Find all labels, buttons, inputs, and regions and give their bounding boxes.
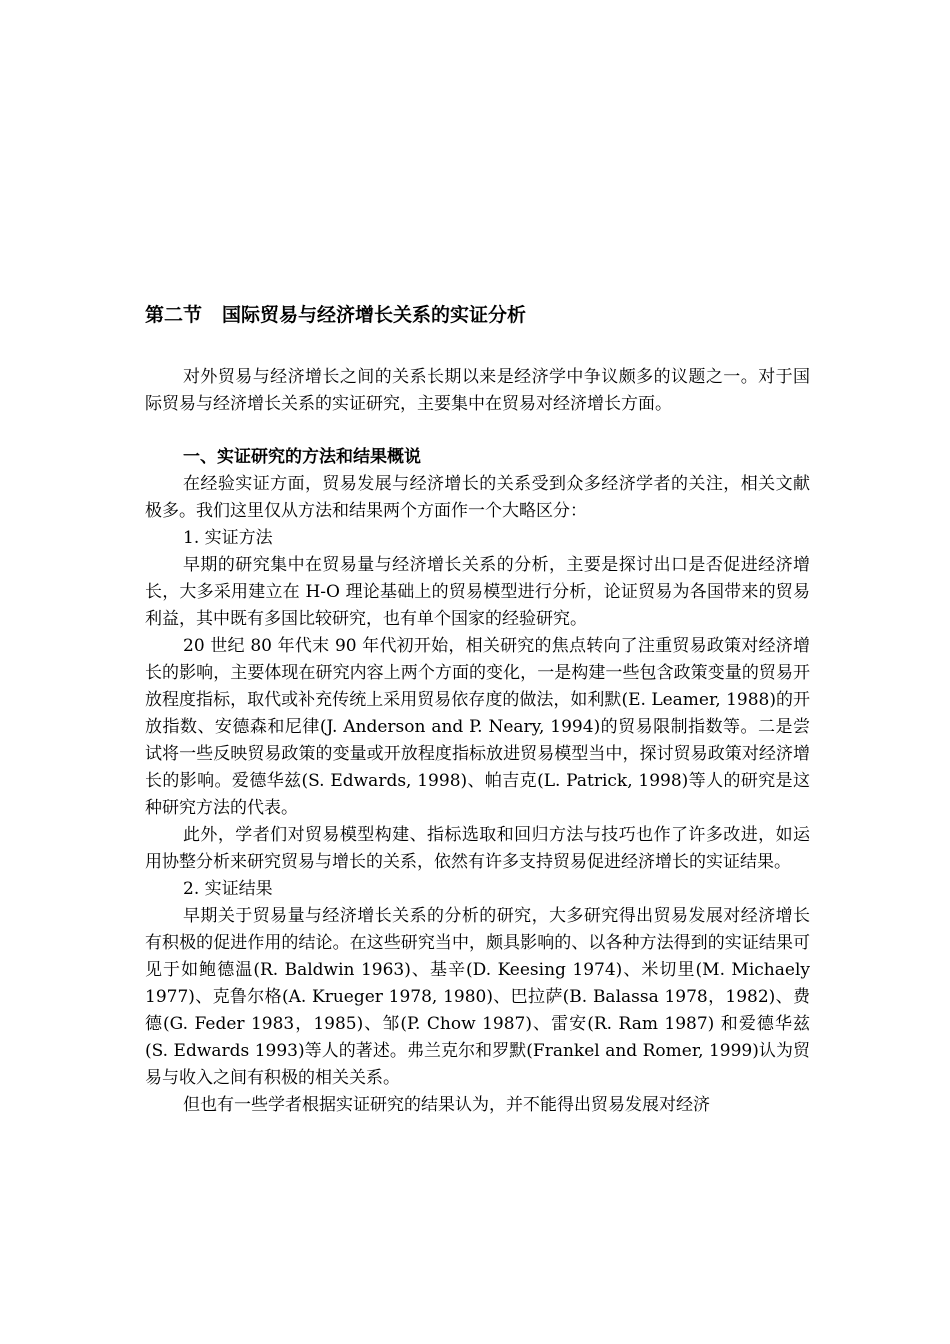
methods-paragraph-3: 此外，学者们对贸易模型构建、指标选取和回归方法与技巧也作了许多改进，如运用协整分析来研究贸易与增长的关系，依然有许多支持贸易促进经济增长的实证结果。: [145, 825, 810, 872]
section-number: 第二节: [145, 304, 203, 326]
methods-label: 1. 实证方法: [183, 528, 273, 548]
document-page: [145, 300, 810, 1119]
intro-paragraph: 对外贸易与经济增长之间的关系长期以来是经济学中争议颇多的议题之一。对于国际贸易与经济增长关系的实证研究，主要集中在贸易对经济增长方面。: [145, 367, 810, 414]
results-label: 2. 实证结果: [183, 879, 273, 899]
results-paragraph-1: 早期关于贸易量与经济增长关系的分析的研究，大多研究得出贸易发展对经济增长有积极的促进作用的结论。在这些研究当中，颇具影响的、以各种方法得到的实证结果可见于如鲍德温(R. Baldwin 1963)、基辛(D. Keesing 1974)、米切里(M. Michaely 1977)、克鲁尔格(A. Krueger 1978, 1980)、巴拉萨(B. Balassa 1978，1982)、费德(G. Feder 1983，1985)、邹(P. Chow 1987)、雷安(R. Ram 1987) 和爱德华兹(S. Edwards 1993)等人的著述。弗兰克尔和罗默(Frankel and Romer, 1999)认为贸易与收入之间有积极的相关关系。: [145, 906, 810, 1088]
methods-paragraph-2: 20 世纪 80 年代末 90 年代初开始，相关研究的焦点转向了注重贸易政策对经济增长的影响，主要体现在研究内容上两个方面的变化，一是构建一些包含政策变量的贸易开放程度指标，取代或补充传统上采用贸易依存度的做法，如利默(E. Leamer, 1988)的开放指数、安德森和尼律(J. Anderson and P. Neary, 1994)的贸易限制指数等。二是尝试将一些反映贸易政策的变量或开放程度指标放进贸易模型当中，探讨贸易政策对经济增长的影响。爱德华兹(S. Edwards, 1998)、帕吉克(L. Patrick, 1998)等人的研究是这种研究方法的代表。: [145, 636, 810, 818]
methods-paragraph-1: 早期的研究集中在贸易量与经济增长关系的分析，主要是探讨出口是否促进经济增长，大多采用建立在 H-O 理论基础上的贸易模型进行分析，论证贸易为各国带来的贸易利益，其中既有多国比较研究，也有单个国家的经验研究。: [145, 555, 810, 629]
section-title-text: 国际贸易与经济增长关系的实证分析: [222, 304, 527, 326]
results-paragraph-2: 但也有一些学者根据实证研究的结果认为，并不能得出贸易发展对经济: [183, 1095, 710, 1115]
subsection-heading: 一、实证研究的方法和结果概说: [183, 447, 421, 467]
section-title: [145, 300, 810, 330]
lead-paragraph: 在经验实证方面，贸易发展与经济增长的关系受到众多经济学者的关注，相关文献极多。我们这里仅从方法和结果两个方面作一个大略区分：: [145, 474, 810, 521]
